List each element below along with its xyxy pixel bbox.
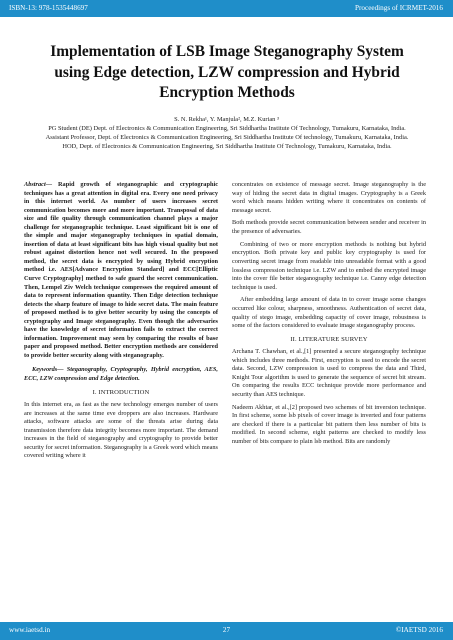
body-paragraph-3: Combining of two or more encryption methods is nothing but hybrid encryption. Both private key and public key cryptography is used for converting secret image from readable into unreadable format with a good lossless compression technique i.e. LZW and to embed the encrypted image into the cover file better steganography technique i.e. Canny edge detection technique is used.	[232, 240, 426, 291]
body-paragraph-5: Archana T. Chawhan, et al.,[1] presented a secure steganography technique which includes three methods. First, encryption is used to encode the secret data. Second, LZW compression is used to compress the data and Third, Knight Tour algorithm is used to generate the sequence of secret bit stream. On comparing the results ECC technique provide more performance and security than AES technique.	[232, 348, 426, 398]
body-paragraph-1: concentrates on existence of message secret. Image steganography is the way of hiding the secret data in digital images. Cryptography is a Greek word which means hidden writing where it concentrates on contents of message secret.	[232, 181, 426, 214]
right-column	[232, 181, 426, 451]
section-heading-introduction: I. INTRODUCTION	[92, 388, 150, 396]
abstract	[24, 181, 218, 360]
paper-title: Implementation of LSB Image Steganography System using Edge detection, LZW compression and Hybrid Encryption Methods	[50, 43, 404, 101]
affiliation-1: PG Student (DE) Dept. of Electronics & Communication Engineering, Sri Siddhartha Institute Of Technology, Tumakuru, Karnataka, India.	[48, 125, 406, 132]
introduction-paragraph: In this internet era, as fast as the new technology emerges number of users are increases at the same time eve droppers are also increases. Hardware attacks, software attacks are some of the threats arise during data transmission therefore data integrity becomes more important. The demand increases in the field of steganography and cryptography to provide better security for secret information. Steganography is a Greek word which means covered writing where it	[24, 401, 218, 460]
body-paragraph-2: Both methods provide secret communication between sender and receiver in the presence of adversaries.	[232, 219, 426, 236]
author-list: S. N. Rekha¹, Y. Manjula², M.Z. Kurian ³	[174, 116, 279, 123]
header-bar	[0, 0, 453, 17]
isbn-text: ISBN-13: 978-1535448697	[9, 4, 88, 12]
keywords: Keywords— Steganography, Cryptography, Hybrid encryption, AES, ECC, LZW compression and Edge detection.	[24, 366, 218, 383]
section-heading-literature-survey: II. LITERATURE SURVEY	[290, 335, 368, 343]
affiliation-3: HOD, Dept. of Electronics & Communication Engineering, Sri Siddhartha Institute Of Technology, Tumakuru, Karnataka, India.	[62, 143, 392, 151]
affiliations	[24, 124, 430, 152]
footer-bar	[0, 622, 453, 640]
left-column	[24, 181, 218, 465]
website-link[interactable]: www.iaetsd.in	[9, 626, 51, 634]
body-paragraph-6: Nadeem Akhtar, et al.,[2] proposed two schemes of bit inversion technique. In first scheme, some lsb pixels of cover image is inverted and four patterns are checked if there is a particular bit pattern then less number of bits is modified. In second scheme, eight patterns are checked to modify less number of bits compare to plain lsb method. Bits are randomly	[232, 403, 426, 445]
page-number: 27	[222, 626, 231, 634]
abstract-body: Rapid growth of steganographic and cryptographic techniques has a great attention in digital era. Every one need privacy in this internet world. As number of users increases secret communication becomes more and more important. Transposal of data size and file quality through communication channel plays a major challenge for steganographic technique. Least significant bit is one of the simple and major steganography techniques in spatial domain, insertion of data at least significant bits has high visual quality but not robust against distortion hence not well secured. In the proposed method, the secret data is encrypted by using Hybrid encryption method i.e. AES[Advance Encryption Standard] and ECC[Elliptic Curve Cryptography] method to safe guard the secret communication. Then, Lempel Ziv Welch technique compresses the required amount of data to represent information quantity. Then Edge detection technique detects the sharp feature of image to hide secret data. The main feature of proposed method is to give better security by using the concepts of cryptography and Image steganography. Even though the adversaries have the knowledge of secret information fails to extract the correct information. Improvement may seen by comparing the results of base paper and proposed method. Better encryption methods are considered to provide better security along with steganography.	[24, 181, 218, 359]
copyright-text: ©IAETSD 2016	[395, 626, 443, 634]
abstract-label: Abstract—	[24, 181, 52, 188]
affiliation-2: Assistant Professor, Dept. of Electronics & Communication Engineering, Sri Siddhartha Institute Of technology, Tumakuru, Karnataka, India.	[45, 134, 409, 142]
body-paragraph-4: After embedding large amount of data in to cover image some changes occurred like colour, sharpness, smoothness. Authentication of secret data, quality of stego image, embedding capacity of cover image, robustness is some of the factors considered to evaluate image steganography process.	[232, 296, 426, 330]
proceedings-text: Proceedings of ICRMET-2016	[355, 4, 443, 12]
